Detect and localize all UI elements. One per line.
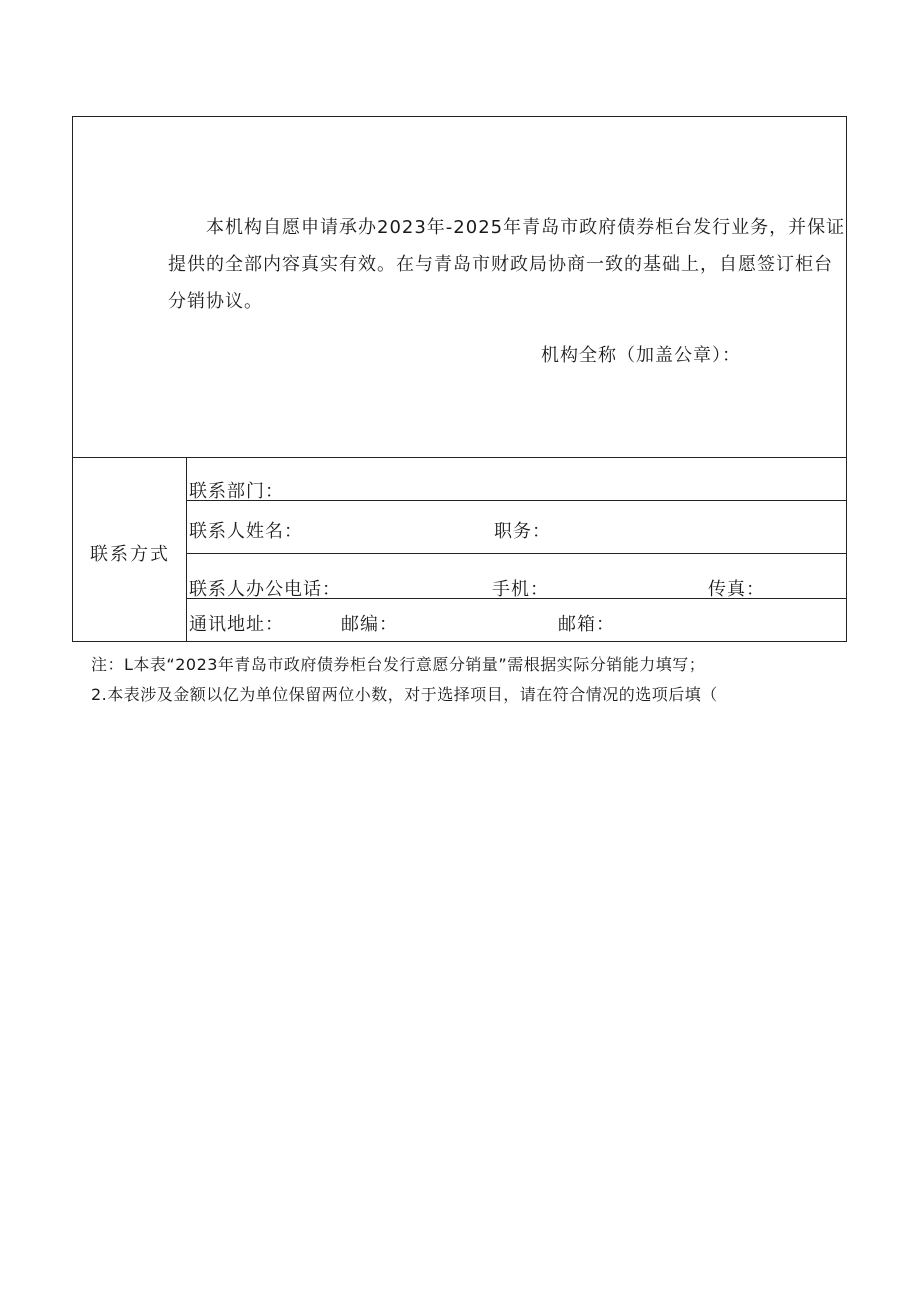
address-row (187, 599, 846, 641)
mobile-label: 手机： (492, 579, 549, 600)
name-row (187, 501, 846, 554)
footnote-1: 注：L本表“2023年青岛市政府债券柜台发行意愿分销量”需根据实际分销能力填写； (91, 655, 706, 674)
fax-label: 传真： (708, 579, 765, 600)
department-label: 联系部门： (189, 481, 284, 502)
footnote-2: 2.本表涉及金额以亿为单位保留两位小数，对于选择项目，请在符合情况的选项后填（ (91, 685, 718, 704)
email-label: 邮箱： (558, 614, 615, 635)
declaration-text-block (168, 209, 848, 320)
job-title-label: 职务： (494, 521, 551, 542)
footnotes (91, 650, 718, 710)
declaration-text: 本机构自愿申请承办2023年-2025年青岛市政府债券柜台发行业务，并保证提供的全部内容真实有效。在与青岛市财政局协商一致的基础上，自愿签订柜台分销协议。 (168, 217, 846, 312)
phone-row (187, 554, 846, 599)
contact-section-label-cell (73, 458, 187, 641)
contact-name-label: 联系人姓名： (189, 521, 303, 542)
declaration-cell (73, 117, 846, 458)
department-row (187, 458, 846, 501)
postcode-label: 邮编： (341, 614, 398, 635)
contact-section-label: 联系方式 (90, 544, 170, 565)
signature-label: 机构全称（加盖公章）： (541, 345, 741, 366)
office-phone-label: 联系人办公电话： (189, 579, 341, 600)
application-form-table (72, 116, 847, 642)
address-label: 通讯地址： (189, 614, 284, 635)
